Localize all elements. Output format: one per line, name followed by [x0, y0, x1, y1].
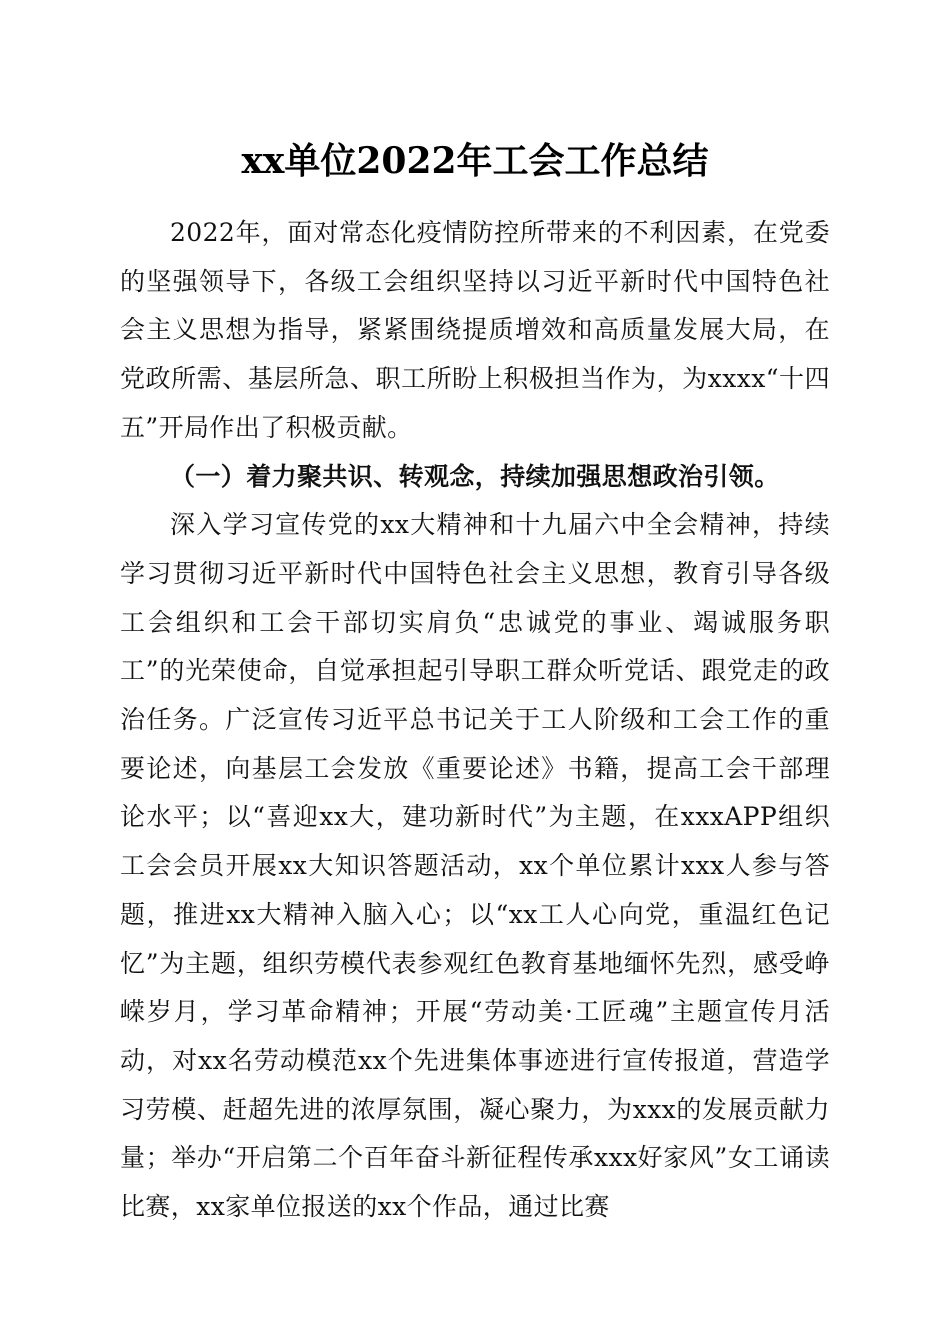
intro-paragraph: 2022年，面对常态化疫情防控所带来的不利因素，在党委的坚强领导下，各级工会组织坚持以习近平新时代中国特色社会主义思想为指导，紧紧围绕提质增效和高质量发展大局，在党政所需、基层所急、职工所盼上积极担当作为，为xxxx“十四五”开局作出了积极贡献。 [120, 218, 830, 442]
section-paragraph: 深入学习宣传党的xx大精神和十九届六中全会精神，持续学习贯彻习近平新时代中国特色社会主义思想，教育引导各级工会组织和工会干部切实肩负“忠诚党的事业、竭诚服务职工”的光荣使命，自觉承担起引导职工群众听党话、跟党走的政治任务。广泛宣传习近平总书记关于工人阶级和工会工作的重要论述，向基层工会发放《重要论述》书籍，提高工会干部理论水平；以“喜迎xx大，建功新时代”为主题，在xxxAPP组织工会会员开展xx大知识答题活动，xx个单位累计xxx人参与答题，推进xx大精神入脑入心；以“xx工人心向党，重温红色记忆”为主题，组织劳模代表参观红色教育基地缅怀先烈，感受峥嵘岁月，学习革命精神；开展“劳动美·工匠魂”主题宣传月活动，对xx名劳动模范xx个先进集体事迹进行宣传报道，营造学习劳模、赶超先进的浓厚氛围，凝心聚力，为xxx的发展贡献力量；举办“开启第二个百年奋斗新征程传承xxx好家风”女工诵读比赛，xx家单位报送的xx个作品，通过比赛 [120, 510, 830, 1222]
document-body [120, 209, 830, 1232]
section-heading: （一）着力聚共识、转观念，持续加强思想政治引领。 [170, 461, 780, 491]
document-title: xx单位2022年工会工作总结 [241, 140, 709, 182]
